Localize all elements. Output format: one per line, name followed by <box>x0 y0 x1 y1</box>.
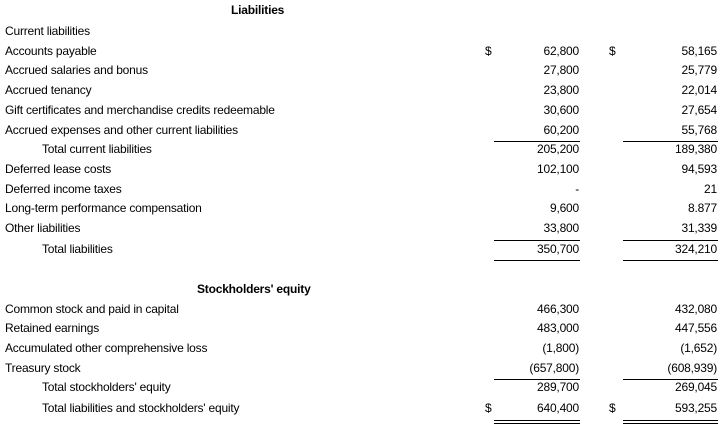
table-row <box>0 61 724 81</box>
row-label: Long-term performance compensation <box>5 201 202 216</box>
value-2013: 432,080 <box>675 301 717 316</box>
value-2013: 447,556 <box>675 321 717 336</box>
value-2013: 324,210 <box>675 242 717 256</box>
equity-heading: Stockholders' equity <box>197 282 311 296</box>
value-2014: - <box>575 181 579 196</box>
value-2014: 640,400 <box>537 401 579 415</box>
row-label: Deferred lease costs <box>5 161 112 176</box>
value-2014: 33,800 <box>543 221 579 235</box>
table-row <box>0 199 724 219</box>
value-2014: 60,200 <box>543 122 579 137</box>
value-2014: (1,800) <box>542 340 579 355</box>
row-label: Total stockholders' equity <box>42 380 171 395</box>
table-row <box>0 339 724 359</box>
value-2014: 62,800 <box>543 43 579 58</box>
value-2014: 30,600 <box>543 102 579 117</box>
table-row-total <box>0 140 724 160</box>
total-rule <box>623 260 718 261</box>
table-row-total <box>0 399 724 419</box>
row-label: Accrued expenses and other current liabilities <box>5 122 238 137</box>
currency-symbol: $ <box>485 401 492 415</box>
value-2013: 58,165 <box>681 43 717 58</box>
row-label: Treasury stock <box>5 360 81 375</box>
value-2014: 205,200 <box>537 142 579 157</box>
row-label: Accounts payable <box>5 43 97 58</box>
row-label: Other liabilities <box>5 221 81 235</box>
row-label: Accumulated other comprehensive loss <box>5 340 208 355</box>
value-2013: 22,014 <box>681 83 717 98</box>
table-row-total <box>0 378 724 398</box>
value-2013: 189,380 <box>675 142 717 157</box>
table-row <box>0 160 724 180</box>
value-2014: 27,800 <box>543 63 579 78</box>
table-row <box>0 180 724 200</box>
value-2013: 27,654 <box>681 102 717 117</box>
row-label: Accrued salaries and bonus <box>5 63 148 78</box>
table-row <box>0 319 724 339</box>
value-2013: 94,593 <box>681 161 717 176</box>
currency-symbol: $ <box>609 401 616 415</box>
value-2013: (1,652) <box>680 340 717 355</box>
total-rule <box>494 260 580 261</box>
row-label: Current liabilities <box>5 24 90 38</box>
value-2013: 55,768 <box>681 122 717 137</box>
grand-total-double-rule <box>623 420 718 424</box>
currency-symbol: $ <box>485 43 492 58</box>
value-2014: 289,700 <box>537 380 579 395</box>
value-2014: 350,700 <box>537 242 579 256</box>
row-label: Retained earnings <box>5 321 100 336</box>
table-row <box>0 101 724 121</box>
row-label: Common stock and paid in capital <box>5 301 179 316</box>
liabilities-heading: Liabilities <box>231 3 285 17</box>
value-2013: 593,255 <box>675 401 717 415</box>
row-label: Accrued tenancy <box>5 83 92 98</box>
value-2013: (608,939) <box>667 360 717 375</box>
value-2014: (657,800) <box>529 360 579 375</box>
value-2013: 31,339 <box>681 221 717 235</box>
row-label: Deferred income taxes <box>5 181 122 196</box>
value-2014: 9,600 <box>549 201 579 216</box>
value-2013: 8.877 <box>687 201 717 216</box>
grand-total-double-rule <box>494 420 580 424</box>
currency-symbol: $ <box>609 43 616 58</box>
row-label: Total current liabilities <box>42 142 152 157</box>
table-row <box>0 219 724 239</box>
value-2014: 483,000 <box>537 321 579 336</box>
value-2014: 23,800 <box>543 83 579 98</box>
table-row-total <box>0 240 724 260</box>
row-label: Gift certificates and merchandise credits redeemable <box>5 102 275 117</box>
table-row <box>0 121 724 141</box>
value-2013: 21 <box>704 181 717 196</box>
table-row <box>0 359 724 379</box>
table-row <box>0 22 724 42</box>
table-row <box>0 300 724 320</box>
value-2014: 466,300 <box>537 301 579 316</box>
value-2013: 269,045 <box>675 380 717 395</box>
row-label: Total liabilities <box>42 242 113 256</box>
table-row <box>0 81 724 101</box>
table-row <box>0 42 724 62</box>
value-2014: 102,100 <box>537 161 579 176</box>
value-2013: 25,779 <box>681 63 717 78</box>
row-label: Total liabilities and stockholders' equity <box>42 401 240 415</box>
